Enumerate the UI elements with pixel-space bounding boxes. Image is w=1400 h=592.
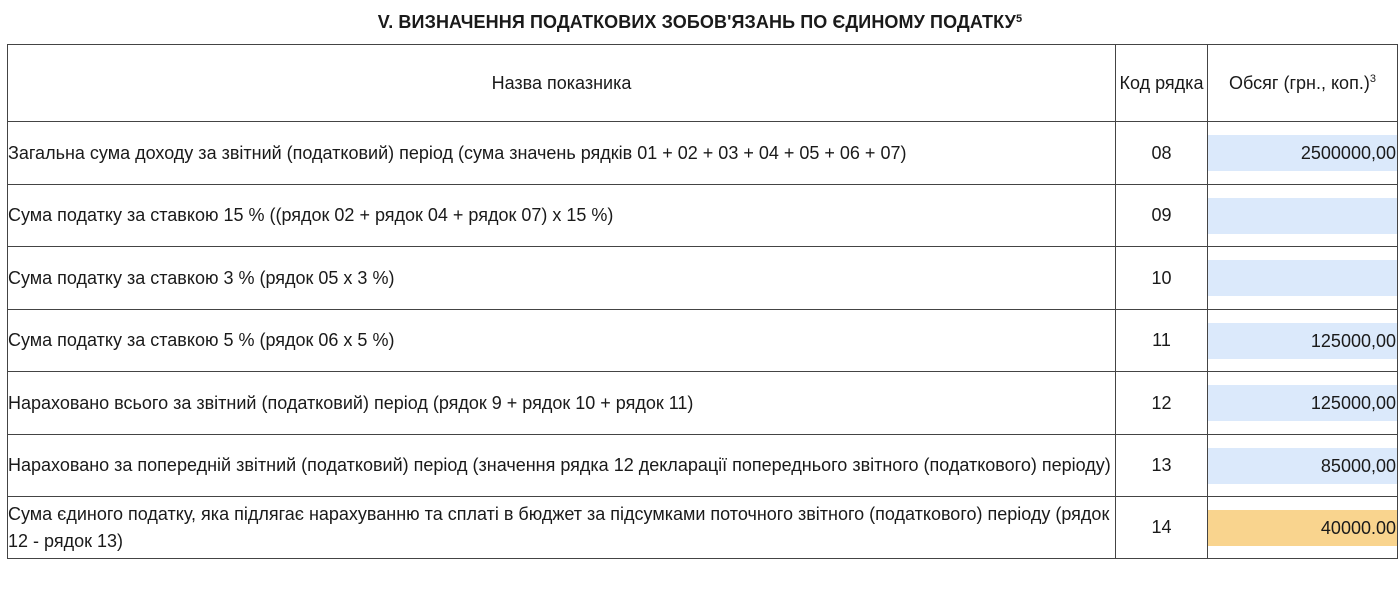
value-field-08[interactable]: 2500000,00: [1208, 135, 1397, 171]
value-field-13[interactable]: 85000,00: [1208, 448, 1397, 484]
table-row: [8, 497, 1398, 559]
table-row: [8, 122, 1398, 185]
row-code: 08: [1116, 122, 1208, 185]
header-indicator-name: Назва показника: [8, 45, 1116, 122]
header-amount: [1208, 45, 1398, 122]
row-name: Нараховано за попередній звітний (податковий) період (значення рядка 12 декларації попереднього звітного (податкового) періоду): [8, 435, 1116, 497]
row-name: Сума податку за ставкою 5 % (рядок 06 х 5 %): [8, 310, 1116, 372]
row-code: 10: [1116, 247, 1208, 310]
row-code: 12: [1116, 372, 1208, 435]
row-name: Загальна сума доходу за звітний (податковий) період (сума значень рядків 01 + 02 + 03 + 04 + 05 + 06 + 07): [8, 122, 1116, 185]
row-code: 13: [1116, 435, 1208, 497]
row-code: 11: [1116, 310, 1208, 372]
section-title-footnote: 5: [1015, 13, 1023, 25]
row-value-cell: [1208, 247, 1398, 310]
row-code: 14: [1116, 497, 1208, 559]
row-code: 09: [1116, 185, 1208, 247]
table-row: [8, 247, 1398, 310]
header-amount-footnote: 3: [1369, 72, 1376, 85]
row-name: Нараховано всього за звітний (податковий) період (рядок 9 + рядок 10 + рядок 11): [8, 372, 1116, 435]
header-row-code: [1116, 45, 1208, 122]
table-row: [8, 185, 1398, 247]
row-name: Сума податку за ставкою 3 % (рядок 05 х 3 %): [8, 247, 1116, 310]
table-header-row: [8, 45, 1398, 122]
value-field-09[interactable]: [1208, 198, 1397, 234]
table-row: [8, 310, 1398, 372]
row-value-cell: [1208, 435, 1398, 497]
tax-liabilities-table: [7, 44, 1398, 559]
row-value-cell: [1208, 497, 1398, 559]
row-value-cell: [1208, 122, 1398, 185]
table-row: [8, 372, 1398, 435]
section-title: [0, 10, 1400, 34]
value-field-10[interactable]: [1208, 260, 1397, 296]
row-name: Сума єдиного податку, яка підлягає нарахуванню та сплаті в бюджет за підсумками поточного звітного (податкового) періоду (рядок 12 - рядок 13): [8, 497, 1116, 559]
row-name: Сума податку за ставкою 15 % ((рядок 02 + рядок 04 + рядок 07) х 15 %): [8, 185, 1116, 247]
value-field-11[interactable]: 125000,00: [1208, 323, 1397, 359]
row-value-cell: [1208, 185, 1398, 247]
row-value-cell: [1208, 372, 1398, 435]
row-value-cell: [1208, 310, 1398, 372]
table-row: [8, 435, 1398, 497]
value-field-14-result[interactable]: 40000.00: [1208, 510, 1397, 546]
value-field-12[interactable]: 125000,00: [1208, 385, 1397, 421]
header-amount-text: Обсяг (грн., коп.): [1229, 72, 1370, 93]
section-title-text: V. ВИЗНАЧЕННЯ ПОДАТКОВИХ ЗОБОВ'ЯЗАНЬ ПО ЄДИНОМУ ПОДАТКУ: [377, 12, 1016, 32]
header-row-code-text: Код рядка: [1119, 72, 1204, 93]
